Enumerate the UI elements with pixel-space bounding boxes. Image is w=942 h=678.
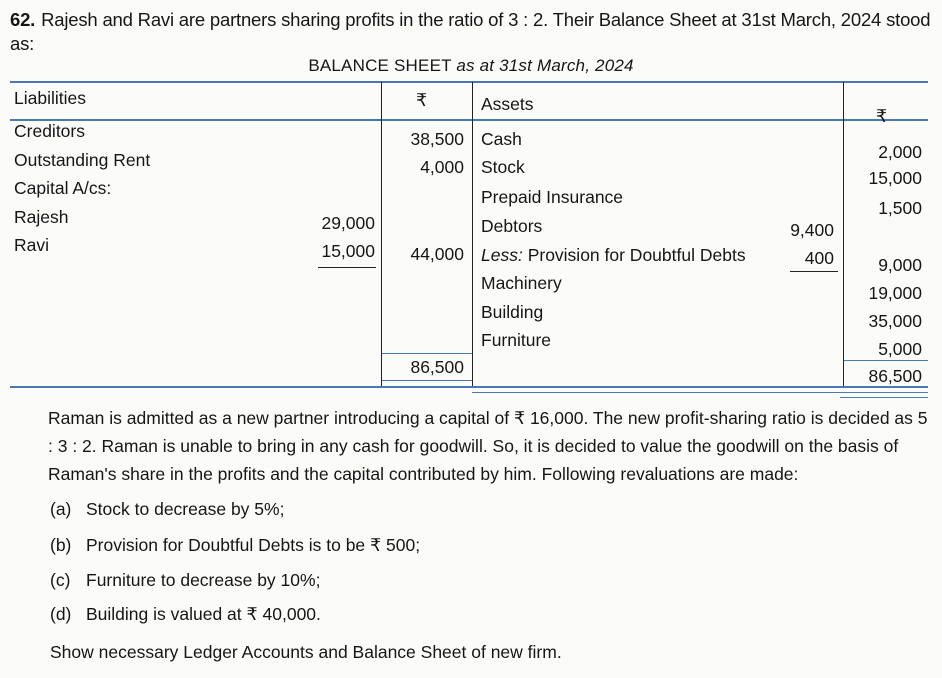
machinery-label: Machinery bbox=[481, 273, 562, 293]
list-item-text: Stock to decrease by 5%; bbox=[86, 499, 285, 519]
liabilities-header: Liabilities bbox=[14, 88, 86, 108]
machinery-amount: 19,000 bbox=[868, 283, 922, 303]
liabilities-amount-header: ₹ bbox=[416, 90, 428, 110]
creditors-amount: 38,500 bbox=[410, 129, 464, 149]
table-header-rule bbox=[10, 119, 928, 121]
list-item-label: (c) bbox=[50, 570, 71, 590]
assets-header: Assets bbox=[481, 94, 534, 114]
provision-label: Less: Provision for Doubtful Debts bbox=[481, 245, 746, 265]
outstanding-rent-amount: 4,000 bbox=[420, 157, 464, 177]
cash-label: Cash bbox=[481, 129, 522, 149]
balance-sheet-title bbox=[0, 56, 942, 76]
provision-amount: 400 bbox=[804, 248, 834, 268]
list-item-label: (a) bbox=[50, 499, 72, 519]
outstanding-rent-label: Outstanding Rent bbox=[14, 150, 151, 170]
column-divider-2 bbox=[472, 82, 473, 386]
question-text: Rajesh and Ravi are partners sharing profits in the ratio of 3 : 2. Their Balance Sheet at 31st March, 2024 stood as: bbox=[10, 9, 931, 54]
rajesh-capital: 29,000 bbox=[321, 213, 375, 233]
building-amount: 35,000 bbox=[868, 311, 922, 331]
question-paragraph: Raman is admitted as a new partner introducing a capital of ₹ 16,000. The new profit-sharing ratio is decided as 5 : 3 : 2. Raman is unable to bring in any cash for goodwill. So, it is decided to value the goodwill on the basis of Raman's share in the profits and the capital contributed by him. Following revaluations are made: bbox=[48, 408, 928, 484]
table-bottom-rule-3 bbox=[840, 397, 928, 398]
provision-less-word: Less: bbox=[481, 245, 523, 265]
list-item-text: Provision for Doubtful Debts is to be ₹ 500; bbox=[86, 535, 421, 555]
balance-sheet-title-date: as at 31st March, 2024 bbox=[456, 56, 634, 75]
list-item bbox=[50, 531, 420, 559]
prepaid-insurance-amount: 1,500 bbox=[878, 198, 922, 218]
rajesh-label: Rajesh bbox=[14, 207, 69, 227]
list-item bbox=[50, 566, 320, 594]
building-label: Building bbox=[481, 302, 544, 322]
creditors-label: Creditors bbox=[14, 121, 85, 141]
balance-sheet-title-plain: BALANCE SHEET bbox=[308, 56, 452, 75]
capital-sub-underline bbox=[318, 267, 376, 268]
list-item-label: (b) bbox=[50, 535, 72, 555]
list-item-text: Building is valued at ₹ 40,000. bbox=[86, 604, 321, 624]
capital-total: 44,000 bbox=[410, 244, 464, 264]
capital-heading: Capital A/cs: bbox=[14, 178, 112, 198]
column-divider-3 bbox=[843, 82, 844, 386]
assets-total: 86,500 bbox=[868, 366, 922, 386]
list-item-text: Furniture to decrease by 10%; bbox=[86, 570, 321, 590]
debtors-amount: 9,400 bbox=[790, 220, 834, 240]
furniture-label: Furniture bbox=[481, 330, 552, 350]
list-item bbox=[50, 600, 321, 628]
prepaid-insurance-label: Prepaid Insurance bbox=[481, 187, 624, 207]
debtors-net-amount: 9,000 bbox=[878, 255, 922, 275]
list-item-label: (d) bbox=[50, 604, 72, 624]
final-instruction: Show necessary Ledger Accounts and Balance Sheet of new firm. bbox=[50, 642, 562, 662]
cash-amount: 2,000 bbox=[878, 142, 922, 162]
column-divider-1 bbox=[381, 82, 382, 386]
ravi-label: Ravi bbox=[14, 235, 50, 255]
list-item bbox=[50, 495, 284, 523]
assets-amount-header: ₹ bbox=[876, 106, 888, 126]
furniture-amount: 5,000 bbox=[878, 339, 922, 359]
ravi-capital: 15,000 bbox=[321, 241, 375, 261]
table-top-rule bbox=[10, 81, 928, 83]
table-bottom-rule bbox=[10, 386, 928, 388]
table-bottom-rule-2 bbox=[472, 392, 928, 393]
stock-label: Stock bbox=[481, 157, 525, 177]
liabilities-total: 86,500 bbox=[410, 357, 464, 377]
stock-amount: 15,000 bbox=[868, 168, 922, 188]
question-number: 62. bbox=[10, 9, 36, 30]
question-heading bbox=[10, 8, 935, 56]
debtors-label: Debtors bbox=[481, 216, 543, 236]
